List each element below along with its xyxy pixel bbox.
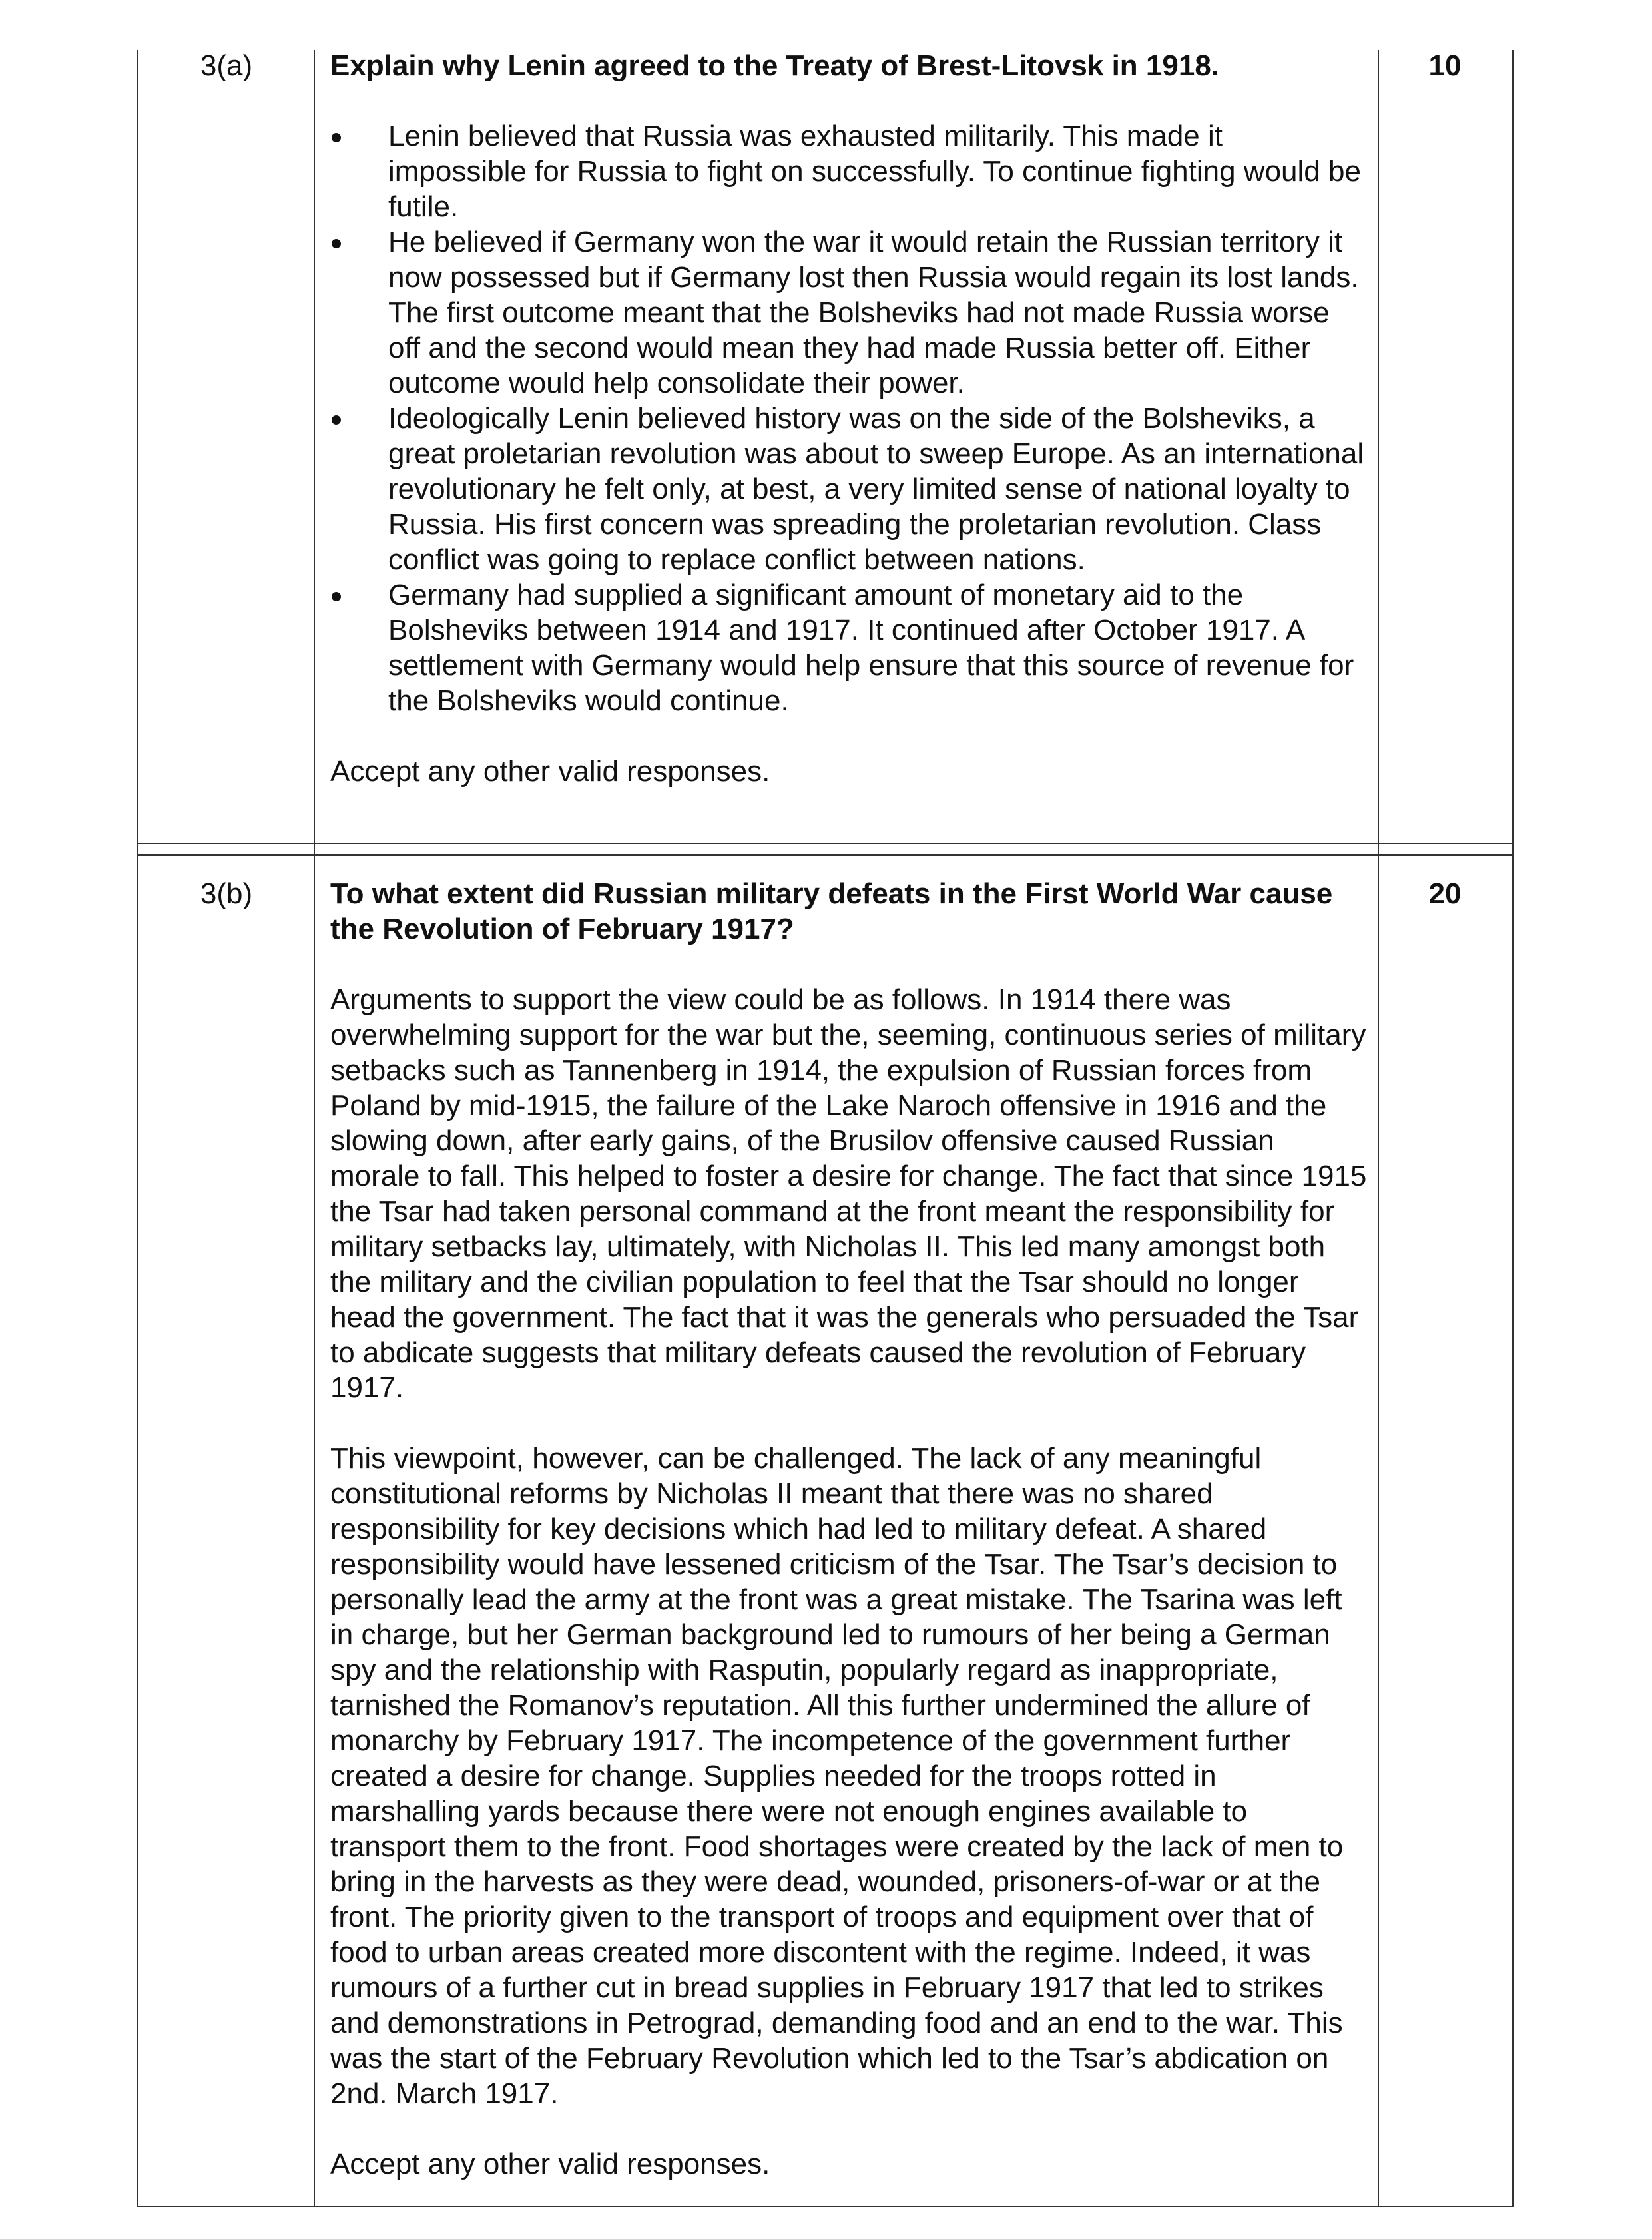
row-separator-top (137, 843, 1514, 844)
closing-note-3b: Accept any other valid responses. (330, 2148, 770, 2180)
marks-3a: 10 (1428, 49, 1462, 82)
question-number-3a: 3(a) (200, 49, 253, 82)
list-item (330, 401, 1369, 577)
answer-points-3a (330, 119, 1369, 718)
list-item (330, 224, 1369, 401)
marks-3b: 20 (1428, 877, 1462, 910)
list-item (330, 577, 1369, 718)
point-text: Ideologically Lenin believed history was on the side of the Bolsheviks, a great proletarian revolution was about to sweep Europe. As an international revolutionary he felt only, at best, a very limited sense of national loyalty to Russia. His first concern was spreading the proletarian revolution. Class conflict was going to replace conflict between nations. (388, 402, 1364, 576)
question-text-3b: To what extent did Russian military defeats in the First World War cause the Revolution of February 1917? (330, 877, 1333, 945)
bullet-icon (332, 415, 341, 425)
row-separator-bottom (137, 854, 1514, 856)
answer-3a (330, 48, 1369, 789)
answer-3b (330, 876, 1369, 2182)
table-divider-marks (1378, 50, 1379, 2207)
table-border-left (137, 50, 138, 2207)
bullet-icon (332, 592, 341, 601)
bullet-icon (332, 133, 341, 142)
table-border-right (1512, 50, 1514, 2207)
closing-note-3a: Accept any other valid responses. (330, 755, 770, 788)
table-border-bottom (137, 2206, 1514, 2207)
list-item (330, 119, 1369, 224)
bullet-icon (332, 239, 341, 248)
question-text-3a: Explain why Lenin agreed to the Treaty of Brest-Litovsk in 1918. (330, 49, 1220, 82)
point-text: Lenin believed that Russia was exhausted militarily. This made it impossible for Russia to fight on successfully. To continue fighting would be futile. (388, 120, 1361, 223)
table-divider-number (314, 50, 315, 2207)
answer-paragraph: This viewpoint, however, can be challenged. The lack of any meaningful constitutional reforms by Nicholas II meant that there was no shared responsibility for key decisions which had led to military defeat. A shared responsibility would have lessened criticism of the Tsar. The Tsar’s decision to personally lead the army at the front was a great mistake. The Tsarina was left in charge, but her German background led to rumours of her being a German spy and the relationship with Rasputin, popularly regard as inappropriate, tarnished the Romanov’s reputation. All this further undermined the allure of monarchy by February 1917. The incompetence of the government further created a desire for change. Supplies needed for the troops rotted in marshalling yards because there were not enough engines available to transport them to the front. Food shortages were created by the lack of men to bring in the harvests as they were dead, wounded, prisoners-of-war or at the front. The priority given to the transport of troops and equipment over that of food to urban areas created more discontent with the regime. Indeed, it was rumours of a further cut in bread supplies in February 1917 that led to strikes and demonstrations in Petrograd, demanding food and an end to the war. This was the start of the February Revolution which led to the Tsar’s abdication on 2nd. March 1917. (330, 1442, 1344, 2110)
point-text: He believed if Germany won the war it would retain the Russian territory it now possessed but if Germany lost then Russia would regain its lost lands. The first outcome meant that the Bolsheviks had not made Russia worse off and the second would mean they had made Russia better off. Either outcome would help consolidate their power. (388, 226, 1359, 399)
answer-paragraph: Arguments to support the view could be as follows. In 1914 there was overwhelming support for the war but the, seeming, continuous series of military setbacks such as Tannenberg in 1914, the expulsion of Russian forces from Poland by mid-1915, the failure of the Lake Naroch offensive in 1916 and the slowing down, after early gains, of the Brusilov offensive caused Russian morale to fall. This helped to foster a desire for change. The fact that since 1915 the Tsar had taken personal command at the front meant the responsibility for military setbacks lay, ultimately, with Nicholas II. This led many amongst both the military and the civilian population to feel that the Tsar should no longer head the government. The fact that it was the generals who persuaded the Tsar to abdicate suggests that military defeats caused the revolution of February 1917. (330, 983, 1367, 1404)
point-text: Germany had supplied a significant amount of monetary aid to the Bolsheviks between 1914 and 1917. It continued after October 1917. A settlement with Germany would help ensure that this source of revenue for the Bolsheviks would continue. (388, 579, 1354, 717)
question-number-3b: 3(b) (200, 877, 253, 910)
